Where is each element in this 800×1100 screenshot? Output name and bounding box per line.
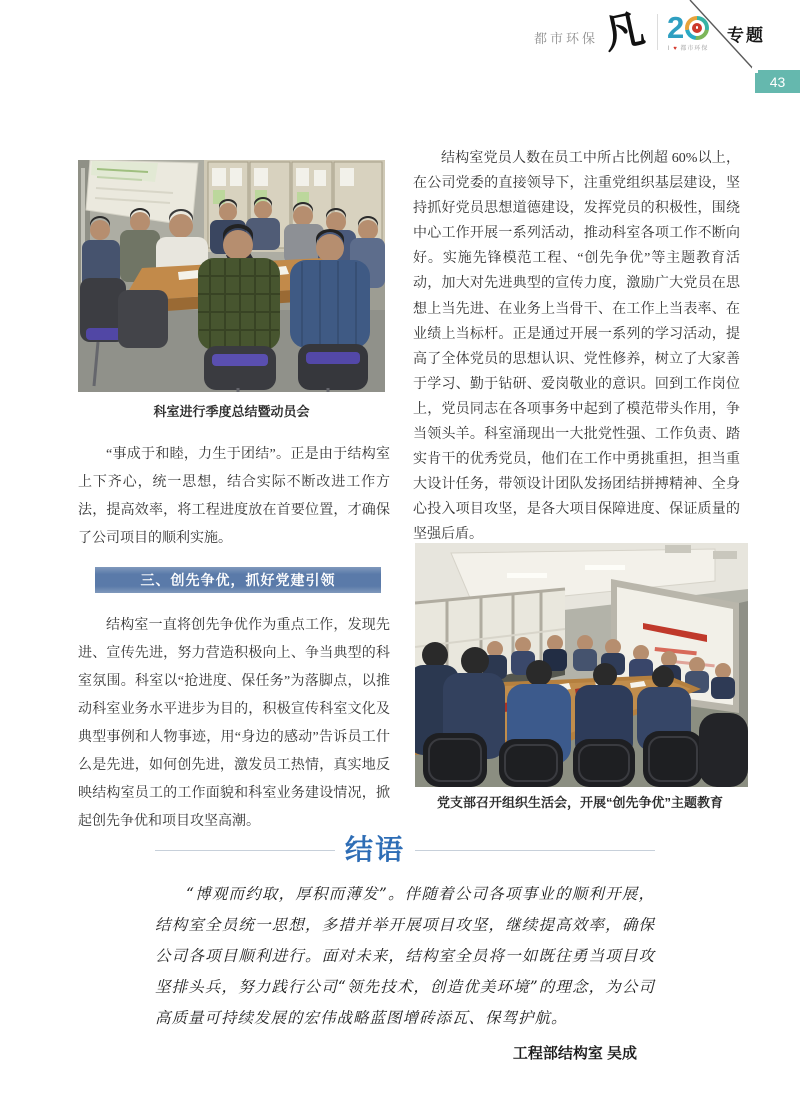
conference-room-illustration [415,543,748,787]
byline: 工程部结构室 吴成 [512,1045,637,1062]
logo-digit-2: 2 [667,10,685,45]
conclusion-body: “博观而约取，厚积而薄发”。伴随着公司各项事业的顺利开展，结构室全员统一思想，多措并举开展项目攻坚，继续提高效率，确保公司各项目顺利进行。面对未来，结构室全员将一如既往勇当项目攻坚排头兵，努力践行公司“领先技术，创造优美环境”的理念，为公司高质量可持续发展的宏伟战略蓝图增砖添瓦、保驾护航。 [155,885,655,1027]
section-heading-banner: 三、创先争优，抓好党建引领 [95,567,381,593]
heart-icon: ♥ [673,46,678,52]
tagline-text: 都市环保 [680,46,709,52]
photo2-caption: 党支部召开组织生活会，开展“创先争优”主题教育 [436,795,723,810]
brand-name: 都市环保 [534,30,599,46]
conclusion-heading: 结语 [345,834,406,865]
meeting-room-illustration [78,160,385,392]
left-paragraph-2: 结构室一直将创先争优作为重点工作，发现先进、宣传先进，努力营造积极向上、争当典型的科室氛围。科室以“抢进度、保任务”为落脚点，以推动科室业务水平进步为目的，积极宣传科室文化及典型事例和人物事迹，用“身边的感动”告诉员工什么是先进，如何创先进，激发员工热情，真实地反映结构室员工的工作面貌和科室业务建设情况，掀起创先争优和项目攻坚高潮。 [78,618,390,829]
conclusion-section [155,833,655,1063]
brand-calligraphy-mark: 凡 [599,4,649,59]
photo-branch-meeting [415,543,748,787]
heading-rule-right [415,850,655,851]
heading-rule-left [155,850,335,851]
left-paragraph-1: “事成于和睦，力生于团结”。正是由于结构室上下齐心，统一思想，结合实际不断改进工作方法，提高效率，将工程进度放在首要位置，才确保了公司项目的顺利实施。 [78,447,390,546]
right-paragraph-1: 结构室党员人数在员工中所占比例超 60%以上，在公司党委的直接领导下，注重党组织基层建设，坚持抓好党员思想道德建设，发挥党员的积极性，围绕中心工作开展一系列活动，推动科室各项工作不断向好。实施先锋模范工程、“创先争优”等主题教育活动，加大对先进典型的宣传力度，激励广大党员在思想上当先进、在业务上当骨干、在工作上当表率、在业绩上当标杆。正是通过开展一系列的学习活动，提高了全体党员的思想认识、党性修养，树立了大家善于学习、勤于钻研、爱岗敬业的意识。回到工作岗位上，党员同志在各项事务中起到了模范带头作用，争当领头羊。科室涌现出一大批党性强、工作负责、踏实肯干的优秀党员，他们在工作中勇挑重担，担当重大设计任务，带领设计团队发扬团结拼搏精神、全身心投入项目攻坚，是各大项目保障进度、保证质量的坚强后盾。 [413,151,740,543]
corner-dot [752,67,758,73]
page-number-badge [755,70,800,93]
photo1-caption: 科室进行季度总结暨动员会 [153,404,310,419]
conclusion-heading-row [155,833,655,867]
photo-quarterly-meeting [78,160,385,392]
tagline-i: I [667,46,671,52]
section-tab: 专题 [727,26,765,45]
page-number: 43 [769,73,786,90]
